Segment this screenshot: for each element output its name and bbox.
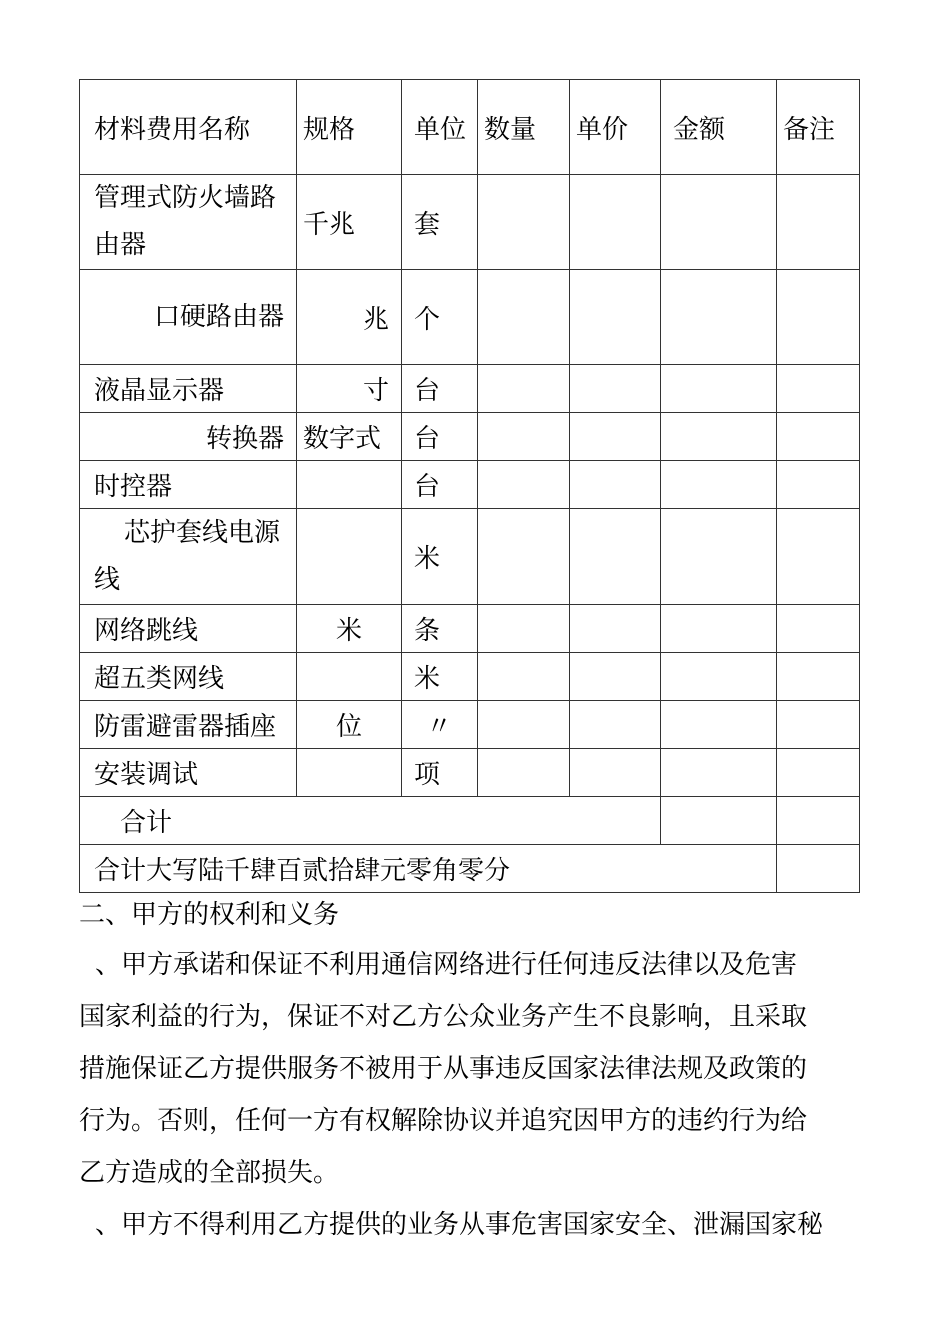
row-spec: 寸	[297, 365, 402, 413]
row-spec: 米	[297, 605, 402, 653]
row-spec	[297, 653, 402, 701]
row-spec	[297, 461, 402, 509]
row-amount	[661, 413, 777, 461]
row-quantity	[478, 509, 570, 605]
row-unit: 套	[402, 175, 478, 270]
row-quantity	[478, 749, 570, 797]
row-unit: 米	[402, 653, 478, 701]
header-remarks: 备注	[777, 80, 860, 175]
row-name: 转换器	[80, 413, 297, 461]
total-remarks	[777, 797, 860, 845]
total-upper-label: 合计大写陆千肆百贰拾肆元零角零分	[80, 845, 777, 893]
row-name: 时控器	[80, 461, 297, 509]
row-amount	[661, 461, 777, 509]
row-unit: 台	[402, 413, 478, 461]
row-unit: 项	[402, 749, 478, 797]
row-amount	[661, 270, 777, 365]
total-row	[80, 797, 860, 845]
table-row	[80, 701, 860, 749]
row-remarks	[777, 365, 860, 413]
section-heading: 二、甲方的权利和义务	[79, 900, 340, 930]
row-remarks	[777, 701, 860, 749]
row-name: 防雷避雷器插座	[80, 701, 297, 749]
paragraph-line: 乙方造成的全部损失。	[79, 1158, 340, 1188]
row-price	[570, 365, 661, 413]
row-price	[570, 270, 661, 365]
row-spec: 千兆	[297, 175, 402, 270]
row-amount	[661, 701, 777, 749]
row-amount	[661, 605, 777, 653]
row-name: 安装调试	[80, 749, 297, 797]
row-price	[570, 461, 661, 509]
paragraph-line: 国家利益的行为，保证不对乙方公众业务产生不良影响，且采取	[79, 1002, 808, 1032]
row-unit: 〃	[402, 701, 478, 749]
row-name: 液晶显示器	[80, 365, 297, 413]
header-unit-price: 单价	[570, 80, 661, 175]
row-quantity	[478, 701, 570, 749]
row-quantity	[478, 365, 570, 413]
row-spec	[297, 509, 402, 605]
row-amount	[661, 749, 777, 797]
row-spec: 位	[297, 701, 402, 749]
row-unit: 米	[402, 509, 478, 605]
row-remarks	[777, 461, 860, 509]
paragraph-line: 、甲方不得利用乙方提供的业务从事危害国家安全、泄漏国家秘	[95, 1210, 824, 1240]
total-amount	[661, 797, 777, 845]
row-remarks	[777, 175, 860, 270]
row-price	[570, 175, 661, 270]
paragraph-line: 、甲方承诺和保证不利用通信网络进行任何违反法律以及危害	[95, 950, 798, 980]
row-amount	[661, 653, 777, 701]
table-row	[80, 365, 860, 413]
row-remarks	[777, 270, 860, 365]
header-material-name: 材料费用名称	[80, 80, 297, 175]
row-name	[80, 270, 297, 365]
row-name: 管理式防火墙路由器	[80, 175, 297, 270]
row-remarks	[777, 749, 860, 797]
rights-obligations-section	[79, 893, 879, 1251]
row-price	[570, 509, 661, 605]
row-quantity	[478, 605, 570, 653]
row-remarks	[777, 653, 860, 701]
row-name: 超五类网线	[80, 653, 297, 701]
header-quantity: 数量	[478, 80, 570, 175]
materials-cost-table	[79, 79, 860, 893]
header-amount: 金额	[661, 80, 777, 175]
paragraph-line: 行为。否则，任何一方有权解除协议并追究因甲方的违约行为给	[79, 1106, 808, 1136]
total-label: 合计	[80, 797, 661, 845]
row-unit: 台	[402, 365, 478, 413]
total-upper-row	[80, 845, 860, 893]
row-quantity	[478, 461, 570, 509]
table-row	[80, 413, 860, 461]
header-unit: 单位	[402, 80, 478, 175]
row-quantity	[478, 653, 570, 701]
row-price	[570, 749, 661, 797]
row-quantity	[478, 413, 570, 461]
table-row	[80, 509, 860, 605]
table-row	[80, 461, 860, 509]
table-row	[80, 653, 860, 701]
table-header-row	[80, 80, 860, 175]
row-spec: 兆	[297, 270, 402, 365]
table-row	[80, 270, 860, 365]
row-price	[570, 413, 661, 461]
row-spec	[297, 749, 402, 797]
row-unit: 个	[402, 270, 478, 365]
header-spec: 规格	[297, 80, 402, 175]
row-amount	[661, 365, 777, 413]
row-amount	[661, 509, 777, 605]
row-spec: 数字式	[297, 413, 402, 461]
row-price	[570, 653, 661, 701]
row-price	[570, 605, 661, 653]
total-upper-remarks	[777, 845, 860, 893]
row-remarks	[777, 413, 860, 461]
row-name: 芯护套线电源线	[80, 509, 297, 605]
row-remarks	[777, 509, 860, 605]
row-name-text: 口硬路由器	[153, 301, 284, 332]
row-name: 网络跳线	[80, 605, 297, 653]
table-row	[80, 605, 860, 653]
row-unit: 条	[402, 605, 478, 653]
row-amount	[661, 175, 777, 270]
table-row	[80, 749, 860, 797]
table-row	[80, 175, 860, 270]
row-quantity	[478, 175, 570, 270]
row-remarks	[777, 605, 860, 653]
row-unit: 台	[402, 461, 478, 509]
paragraph-line: 措施保证乙方提供服务不被用于从事违反国家法律法规及政策的	[79, 1054, 808, 1084]
row-price	[570, 701, 661, 749]
row-quantity	[478, 270, 570, 365]
